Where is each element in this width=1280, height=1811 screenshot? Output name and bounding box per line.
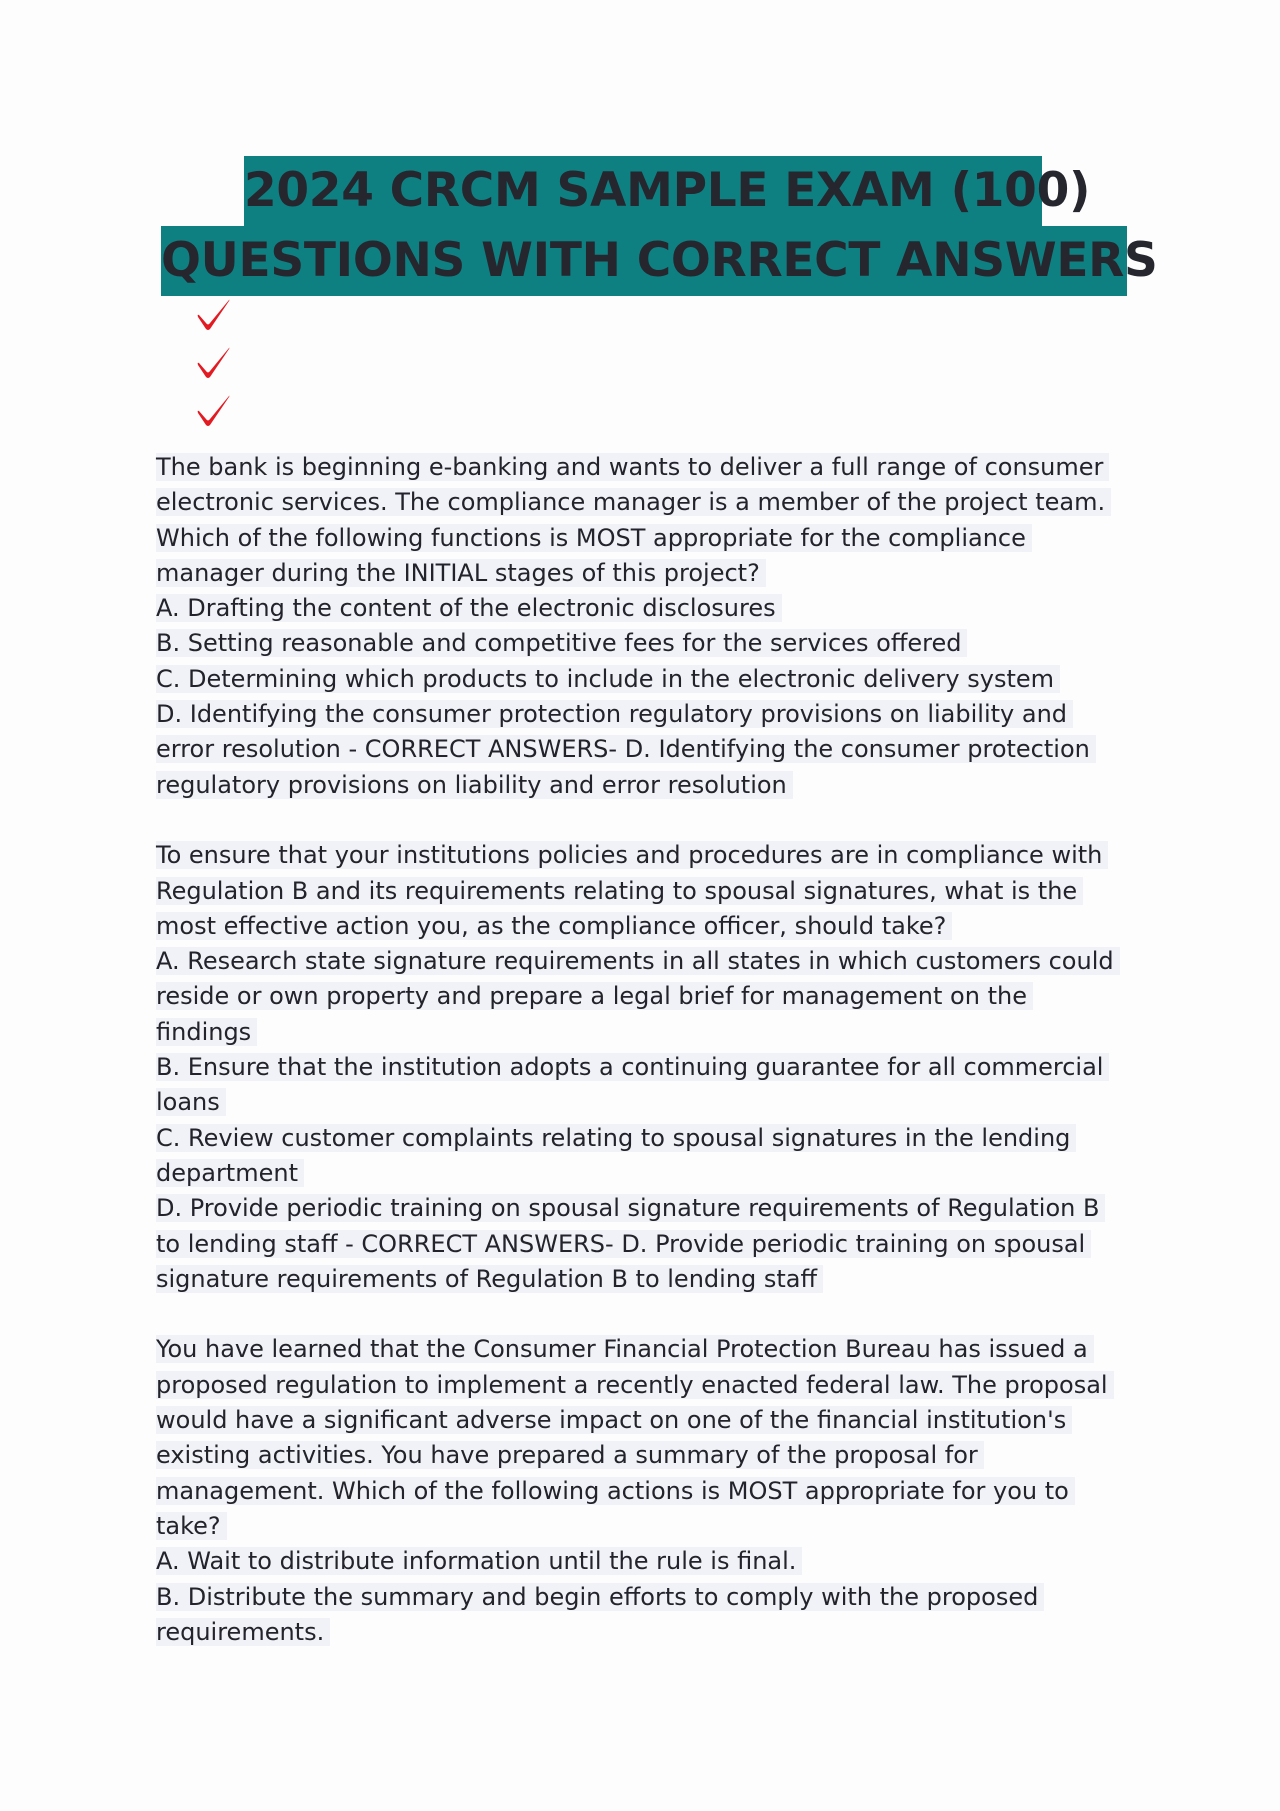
question-line: Regulation B and its requirements relating to spousal signatures, what is the — [156, 874, 1136, 909]
question-block — [156, 1332, 1136, 1650]
question-line: management. Which of the following actions is MOST appropriate for you to — [156, 1474, 1136, 1509]
question-block — [156, 450, 1136, 803]
question-line: You have learned that the Consumer Financial Protection Bureau has issued a — [156, 1332, 1136, 1367]
answer-option: D. Provide periodic training on spousal signature requirements of Regulation B — [156, 1191, 1136, 1226]
correct-answer-line: signature requirements of Regulation B to lending staff — [156, 1262, 1136, 1297]
checkmark-icon — [196, 392, 232, 428]
question-line: would have a significant adverse impact on one of the financial institution's — [156, 1403, 1136, 1438]
answer-option: A. Drafting the content of the electronic disclosures — [156, 591, 1136, 626]
answer-option: B. Ensure that the institution adopts a continuing guarantee for all commercial — [156, 1050, 1136, 1085]
answer-option: requirements. — [156, 1615, 1136, 1650]
checkmark-icon — [196, 296, 232, 332]
answer-option: B. Distribute the summary and begin efforts to comply with the proposed — [156, 1580, 1136, 1615]
question-block — [156, 838, 1136, 1297]
document-title-line-1: 2024 CRCM SAMPLE EXAM (100) — [244, 156, 1042, 226]
correct-answer-line: to lending staff - CORRECT ANSWERS- D. Provide periodic training on spousal — [156, 1227, 1136, 1262]
question-line: manager during the INITIAL stages of this project? — [156, 556, 1136, 591]
answer-option: B. Setting reasonable and competitive fees for the services offered — [156, 626, 1136, 661]
checkmark-list — [196, 296, 232, 440]
answer-option: C. Review customer complaints relating to spousal signatures in the lending — [156, 1121, 1136, 1156]
question-line: existing activities. You have prepared a summary of the proposal for — [156, 1438, 1136, 1473]
correct-answer-line: error resolution - CORRECT ANSWERS- D. Identifying the consumer protection — [156, 732, 1136, 767]
spacer — [156, 1297, 1136, 1332]
document-title-line-2: QUESTIONS WITH CORRECT ANSWERS — [161, 226, 1127, 296]
checkmark-icon — [196, 344, 232, 380]
question-line: most effective action you, as the compliance officer, should take? — [156, 909, 1136, 944]
spacer — [156, 803, 1136, 838]
answer-option: loans — [156, 1085, 1136, 1120]
answer-option: A. Wait to distribute information until the rule is final. — [156, 1544, 1136, 1579]
question-line: electronic services. The compliance manager is a member of the project team. — [156, 485, 1136, 520]
question-line: Which of the following functions is MOST appropriate for the compliance — [156, 521, 1136, 556]
question-line: take? — [156, 1509, 1136, 1544]
answer-option: reside or own property and prepare a legal brief for management on the — [156, 979, 1136, 1014]
answer-option: C. Determining which products to include in the electronic delivery system — [156, 662, 1136, 697]
questions-body — [156, 450, 1136, 1650]
correct-answer-line: regulatory provisions on liability and error resolution — [156, 768, 1136, 803]
question-line: To ensure that your institutions policies and procedures are in compliance with — [156, 838, 1136, 873]
answer-option: findings — [156, 1015, 1136, 1050]
answer-option: D. Identifying the consumer protection regulatory provisions on liability and — [156, 697, 1136, 732]
question-line: proposed regulation to implement a recently enacted federal law. The proposal — [156, 1368, 1136, 1403]
answer-option: department — [156, 1156, 1136, 1191]
question-line: The bank is beginning e-banking and wants to deliver a full range of consumer — [156, 450, 1136, 485]
answer-option: A. Research state signature requirements in all states in which customers could — [156, 944, 1136, 979]
